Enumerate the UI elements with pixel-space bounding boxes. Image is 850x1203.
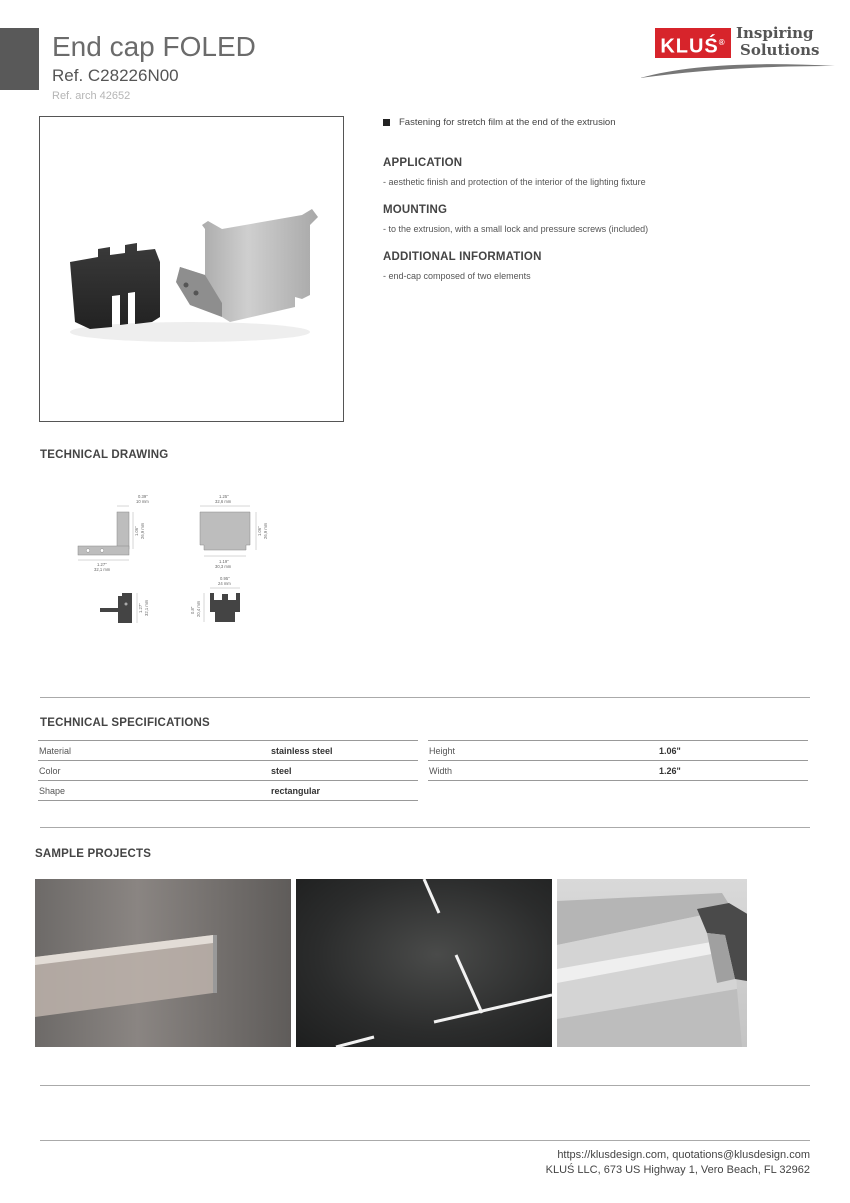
spec-value: stainless steel — [269, 741, 418, 761]
dim-front-w-mm: 30,3 mm — [215, 564, 232, 569]
logo-registered: ® — [718, 38, 726, 47]
technical-drawing — [60, 490, 300, 640]
dim-side-top-in: 0.39" — [138, 494, 148, 499]
logo-tagline-2: Solutions — [740, 41, 820, 59]
table-row — [428, 761, 808, 781]
dim-front-w-in: 1.19" — [219, 559, 229, 564]
bullet-square-icon — [383, 119, 390, 126]
logo-brand: KLUŚ — [660, 35, 719, 58]
dim-br-h-in: 0.8" — [190, 606, 195, 614]
table-row — [38, 741, 418, 761]
product-ref: Ref. C28226N00 — [52, 66, 179, 85]
product-photo — [39, 116, 344, 422]
dim-side-w-mm: 32,1 mm — [94, 567, 111, 572]
product-ref-arch: Ref. arch 42652 — [52, 90, 131, 102]
drawing-front-view — [200, 494, 268, 569]
footer-address: KLUŚ LLC, 673 US Highway 1, Vero Beach, FL 32962 — [545, 1164, 810, 1176]
dim-side-h-mm: 26,9 mm — [140, 522, 145, 539]
logo-tagline — [736, 25, 819, 59]
mounting-heading: MOUNTING — [383, 204, 448, 216]
application-text: - aesthetic finish and protection of the interior of the lighting fixture — [383, 177, 646, 187]
spec-value: steel — [269, 761, 418, 781]
dim-front-top-in: 1.25" — [219, 494, 229, 499]
dim-bl-h-in: 1.27" — [138, 603, 143, 613]
sample-project-photo-3 — [557, 879, 747, 1047]
divider — [40, 697, 810, 698]
spec-label: Shape — [38, 781, 269, 801]
sample-project-photo-1 — [35, 879, 291, 1047]
dim-side-top-mm: 10 mm — [136, 499, 149, 504]
spec-label: Material — [38, 741, 269, 761]
logo-swoosh-icon — [640, 60, 835, 80]
klus-logo — [640, 22, 835, 84]
spec-label: Color — [38, 761, 269, 781]
feature-list-item — [383, 117, 616, 128]
spec-value: rectangular — [269, 781, 418, 801]
dim-br-h-mm: 20,4 mm — [196, 600, 201, 617]
spec-label: Width — [428, 761, 657, 781]
table-row — [38, 761, 418, 781]
dim-bl-h-mm: 32,1 mm — [144, 599, 149, 616]
dim-side-w-in: 1.27" — [97, 562, 107, 567]
spec-value: 1.06" — [657, 741, 808, 761]
divider — [40, 1140, 810, 1141]
drawing-bottom-right-view — [190, 576, 240, 622]
table-row — [38, 781, 418, 801]
page-title: End cap FOLED — [52, 31, 256, 62]
dim-br-top-mm: 24 mm — [218, 581, 231, 586]
spec-value: 1.26" — [657, 761, 808, 781]
drawing-side-view — [78, 494, 149, 572]
drawing-bottom-left-view — [100, 593, 149, 623]
sample-projects-heading: SAMPLE PROJECTS — [35, 848, 152, 860]
divider — [40, 1085, 810, 1086]
dim-br-top-in: 0.95" — [220, 576, 230, 581]
specs-table-right — [428, 740, 808, 781]
application-heading: APPLICATION — [383, 157, 463, 169]
footer-contact — [546, 1148, 810, 1178]
dim-front-top-mm: 32,6 mm — [215, 499, 232, 504]
sample-project-photo-2 — [296, 879, 552, 1047]
additional-info-heading: ADDITIONAL INFORMATION — [383, 251, 542, 263]
divider — [40, 827, 810, 828]
mounting-text: - to the extrusion, with a small lock and pressure screws (included) — [383, 224, 649, 234]
table-row — [428, 741, 808, 761]
dim-side-h-in: 1.06" — [134, 526, 139, 536]
technical-specifications-heading: TECHNICAL SPECIFICATIONS — [40, 717, 210, 729]
header-corner-block — [0, 28, 39, 90]
additional-info-text: - end-cap composed of two elements — [383, 271, 531, 281]
product-photo-illustration — [40, 117, 343, 421]
logo-tagline-1: Inspiring — [736, 24, 814, 42]
feature-text: Fastening for stretch film at the end of the extrusion — [399, 117, 616, 128]
specs-table-left — [38, 740, 418, 801]
dim-front-h-in: 1.06" — [257, 526, 262, 536]
technical-drawing-heading: TECHNICAL DRAWING — [40, 449, 169, 461]
logo-brand-box — [655, 28, 731, 58]
spec-label: Height — [428, 741, 657, 761]
dim-front-h-mm: 26,9 mm — [263, 522, 268, 539]
footer-links: https://klusdesign.com, quotations@klusdesign.com — [557, 1149, 810, 1161]
